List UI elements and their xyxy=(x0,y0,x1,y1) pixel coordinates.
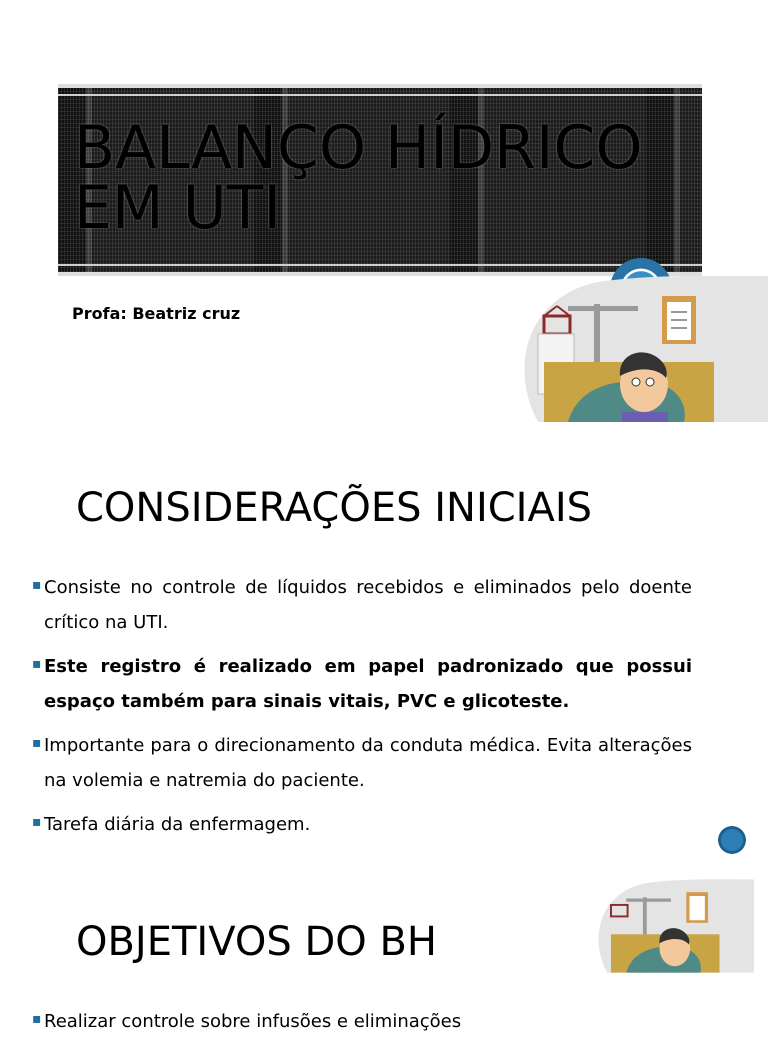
section-heading-objectives: OBJETIVOS DO BH xyxy=(76,919,437,965)
list-item: ▪ Este registro é realizado em papel padronizado que possui espaço também para sinais vitais, PVC e glicoteste. xyxy=(32,649,692,719)
list-item: ▪ Tarefa diária da enfermagem. xyxy=(32,807,692,842)
bullet-marker-icon: ▪ xyxy=(32,577,42,593)
section-heading-considerations: CONSIDERAÇÕES INICIAIS xyxy=(76,485,593,531)
hospital-patient-illustration xyxy=(588,878,754,974)
nav-dot-icon[interactable] xyxy=(718,826,746,854)
considerations-list xyxy=(32,570,692,851)
title-slide xyxy=(0,0,768,430)
list-item: ▪ Consiste no controle de líquidos recebidos e eliminados pelo doente crítico na UTI. xyxy=(32,570,692,640)
objectives-list xyxy=(32,1004,692,1048)
bullet-marker-icon: ▪ xyxy=(32,735,42,751)
bullet-marker-icon: ▪ xyxy=(32,1011,42,1027)
list-item: ▪ Realizar controle sobre infusões e eliminações xyxy=(32,1004,692,1039)
list-item: ▪ Importante para o direcionamento da conduta médica. Evita alterações na volemia e natremia do paciente. xyxy=(32,728,692,798)
bullet-marker-icon: ▪ xyxy=(32,656,42,672)
hospital-patient-illustration xyxy=(508,276,768,422)
presentation-title: BALANÇO HÍDRICO EM UTI xyxy=(74,113,643,243)
bullet-marker-icon: ▪ xyxy=(32,814,42,830)
presenter-name: Profa: Beatriz cruz xyxy=(72,304,241,323)
